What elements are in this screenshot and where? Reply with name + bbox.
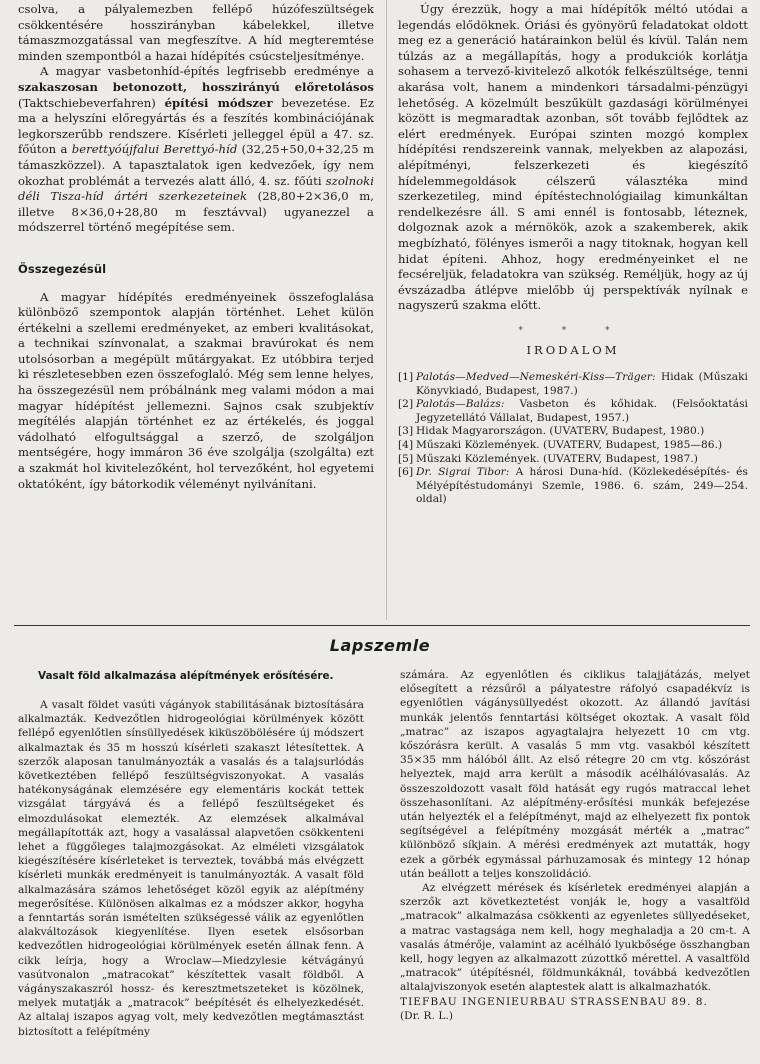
reference-number: [1] bbox=[398, 371, 414, 384]
reference-item bbox=[398, 466, 748, 507]
section-title: Lapszemle bbox=[329, 636, 431, 655]
reference-text bbox=[416, 398, 748, 425]
reference-authors: Palotás—Medved—Nemeskéri-Kiss—Träger: bbox=[416, 371, 656, 384]
italic-term: berettyóújfalui Berettyó-híd bbox=[71, 142, 238, 157]
reference-item bbox=[398, 453, 748, 467]
reference-body: Vasbeton és kőhidak. (Felsőoktatási Jegyzetellátó Vállalat, Budapest, 1957.) bbox=[416, 398, 748, 424]
paragraph: számára. Az egyenlőtlen és ciklikus talajjátázás, melyet elősegített a rézsűről a pályatestre ráfolyó csapadékvíz is egyenlőtlen vágánysüllyedést okozott. Az állandó javítási munkák jelentős fenntartási költséget okoztak. A vasalt föld „matrac” az iszapos agyagtalajra helyezett 10 cm vtg. kőszórásra került. A vasalás 5 mm vtg. vasakból készített 35×35 mm hálóból állt. Az első rétegre 20 cm vtg. kőszórást helyeztek, majd arra került a második acélhálóvasalás. Az összeszoldozott vasalt föld hatását egy rugós matraccal lehet összehasonlítani. Az alépítmény-erősítési munkák befejezése után helyezték el a felépítményt, majd az elhelyezett fix pontok segítségével a felépítmény mozgását mérték a „matrac” különböző síkjain. A mérési eredmények azt mutatták, hogy ezek a görbék egymással párhuzamosak és mintegy 12 hónap után beállott a teljes konszolidáció. bbox=[400, 669, 750, 880]
reference-body: A hárosi Duna-híd. (Közlekedésépítés- és Mélyépítéstudományi Szemle, 1986. 6. szám, 249—254. oldal) bbox=[416, 466, 748, 506]
reference-body: Hidak Magyarországon. (UVATERV, Budapest, 1980.) bbox=[416, 425, 705, 438]
section-separator: * * * bbox=[518, 325, 628, 336]
reference-item bbox=[398, 371, 748, 398]
reference-number: [5] bbox=[398, 452, 414, 465]
paragraph: A magyar hídépítés eredményeinek összefoglalása különböző szempontok alapján történhet. Lehet külön értékelni a szellemi eredményeket, az emberi kvalitásokat, a technikai színvonalat, a szakmai bravúrokat és nem utolsósorban a megépült műtárgyakat. Ez utóbbira terjed ki részletesebben ezen összefoglaló. Még sem lenne helyes, ha összegezésül nem próbálnánk meg valami módon a mai magyar hídépítést jellemezni. Sajnos csak szubjektív megítélés alapján történhet ez az értékelés, és joggal vádolható elfogultsággal a szerző, de szolgáljon mentségére, hogy immáron 36 éve szolgálja (szolgálta) ezt a szakmát hol kivitelezőként, hol tervezőként, hol egyetemi oktatóként, így bátorkodik véleményt nyilvánítani. bbox=[18, 289, 374, 491]
text-run: (Taktschiebeverfahren) bbox=[18, 95, 165, 110]
top-right-column bbox=[398, 2, 748, 507]
paragraph bbox=[18, 64, 374, 236]
text-run: bevezetése. Ez ma a helyszíni előregyártás és a feszítés kombinációjának legkorszerűbb rendszere. Kísérleti jelleggel épül a 47. sz. főúton a bbox=[18, 95, 374, 157]
reviewer-signature: (Dr. R. L.) bbox=[400, 1009, 454, 1022]
reference-text bbox=[416, 466, 748, 507]
reference-authors: Palotás—Balázs: bbox=[416, 398, 505, 411]
bold-term: építési módszer bbox=[164, 95, 273, 110]
reference-text bbox=[416, 439, 748, 453]
reference-text bbox=[416, 425, 748, 439]
paragraph: Úgy érezzük, hogy a mai hídépítők méltó utódai a legendás elődöknek. Óriási és gyönyörű feladatokat oldott meg ez a generáció határainkon belül és kívül. Talán nem túlzás az a megállapítás, hogy a produkciók korlátja sohasem a tervező-kivitelező alkotók felkészültsége, tenni akarása volt, hanem a mindenkori társadalmi-pénzügyi lehetőség. A közelmúlt beszűkült gazdasági körülményei között is megmaradtak azonban, sőt tovább fejlődtek az elért eredmények. Európai szinten mozgó komplex hídépítési rendszereink vannak, melyekben az alapozási, alépítményi, felszerkezeti és kiegészítő hídelemmegoldások célszerű választéka mind szerkezetileg, mind építéstechnológiailag kimunkáltan rendelkezésre áll. S ami ennél is fontosabb, léteznek, dolgoznak azok a mérnökök, azok a szakemberek, akik megbízható, fölényes ismerői a nagy titoknak, hogyan kell hidat építeni. Ahhoz, hogy eredményeinket el ne fecséreljük, feladatokra van szükség. Reméljük, hogy az új évszázadba átlépve mielőbb új perspektívák nyílnak e nagyszerű szakma előtt. bbox=[398, 2, 748, 313]
paragraph: Az elvégzett mérések és kísérletek eredményei alapján a szerzők azt következtetést vonják le, hogy a vasaltföld „matracok” alkalmazása csökkenti az egyenletes süllyedéseket, a matrac vastagsága nem kell, hogy meghaladja a 20 cm-t. A vasalás átmérője, valamint az acélháló lyukbősége összhangban kell, hogy legyen az alkalmazott zúzottkő mérettel. A vasaltföld „matracok” útépítésnél, földmunkáknál, továbbá kedvezőtlen altalajviszonyok esetén alaptestek alatt is alkalmazhatók. bbox=[400, 882, 750, 994]
paragraph: csolva, a pályalemezben fellépő húzófeszültségek csökkentésére hosszirányban kábelekkel, illetve támaszmozgatással van megfeszítve. A híd megteremtése minden szempontból a hazai hídépítés csúcsteljesítménye. bbox=[18, 2, 374, 63]
horizontal-rule bbox=[14, 625, 750, 626]
reference-body: Műszaki Közlemények. (UVATERV, Budapest, 1985—86.) bbox=[416, 439, 723, 452]
top-left-column bbox=[18, 2, 374, 492]
column-divider bbox=[386, 0, 387, 620]
reference-item bbox=[398, 425, 748, 439]
text-run: A magyar vasbetonhíd-építés legfrisebb eredménye a bbox=[40, 64, 374, 79]
reference-authors: Dr. Sigrai Tibor: bbox=[416, 466, 510, 479]
text-run: (32,25+50,0+32,25 m támaszközzel). A tapasztalatok igen kedvezőek, így nem okozhat problémát a tervezés alatt álló, 4. sz. főúti bbox=[18, 142, 375, 188]
reference-number: [2] bbox=[398, 398, 414, 411]
section-heading: Összegezésül bbox=[18, 261, 107, 276]
reference-text bbox=[416, 371, 748, 398]
italic-term: szolnoki déli Tisza-híd ártéri szerkezeteinek bbox=[18, 173, 374, 204]
reference-list bbox=[398, 371, 748, 507]
reference-number: [3] bbox=[398, 425, 414, 438]
article-title: Vasalt föld alkalmazása alépítmények erősítésére. bbox=[38, 670, 334, 682]
reference-text bbox=[416, 453, 748, 467]
text-run: (28,80+2×36,0 m, illetve 8×36,0+28,80 m fesztávval) ugyanezzel a módszerrel történő megépítése sem. bbox=[18, 189, 375, 235]
reference-number: [4] bbox=[398, 439, 414, 452]
reference-body: Hidak (Műszaki Könyvkiadó, Budapest, 1987.) bbox=[416, 371, 748, 397]
reference-body: Műszaki Közlemények. (UVATERV, Budapest, 1987.) bbox=[416, 452, 698, 465]
review-right-column bbox=[400, 668, 750, 1023]
reference-number: [6] bbox=[398, 466, 414, 479]
bold-term: szakaszosan betonozott, hosszirányú előretolásos bbox=[18, 79, 374, 94]
review-left-column bbox=[18, 698, 364, 1039]
reference-item bbox=[398, 439, 748, 453]
reference-item bbox=[398, 398, 748, 425]
references-heading: IRODALOM bbox=[526, 343, 620, 358]
source-citation: TIEFBAU INGENIEURBAU STRASSENBAU 89. 8. bbox=[400, 995, 708, 1008]
paragraph: A vasalt földet vasúti vágányok stabilitásának biztosítására alkalmazták. Kedvezőtlen hidrogeológiai körülmények között fellépő egyenlőtlen sínsüllyedések kiküszöbölésére új módszert alkalmaztak és 35 m hosszú kísérleti szakaszt létesítettek. A szerzők alaposan tanulmányozták a vasalás és a talajsurlódás következtében fellépő feszültségviszonyokat. A vasalás hatékonyságának elemzésére egy elementáris kockát tettek vizsgálat tárgyává és a fellépő feszültségeket és elmozdulásokat elemezték. Az elemzések alkalmával megállapították azt, hogy a vasalással alapvetően csökkenteni lehet a függőleges talajmozgásokat. Az elméleti vizsgálatok kiegészítésére kísérleteket is terveztek, továbbá más elvégzett kísérleti munkák eredményeit is tanulmányozták. A vasalt föld alkalmazására számos lehetőséget közöl egyik az alépítmény megerősítése. Különösen alkalmas ez a módszer akkor, hogyha a fenntartás során ismételten szükségessé válik az egyenlőtlen alakváltozások kiegyenlítése. Ilyen esetek elsősorban kedvezőtlen hidrogeológiai körülmények esetén állnak fenn. A cikk leírja, hogy a Wroclaw—Miedzylesie kétvágányú vasútvonalon „matracokat” készítettek vasalt földből. A vágányszakaszról hossz- és keresztmetszeteket is közölnek, melyek mutatják a „matracok” beépítését és elhelyezkedését. Az altalaj iszapos agyag volt, mely kedvezőtlen megtámasztást biztosított a felépítmény bbox=[18, 699, 364, 1038]
